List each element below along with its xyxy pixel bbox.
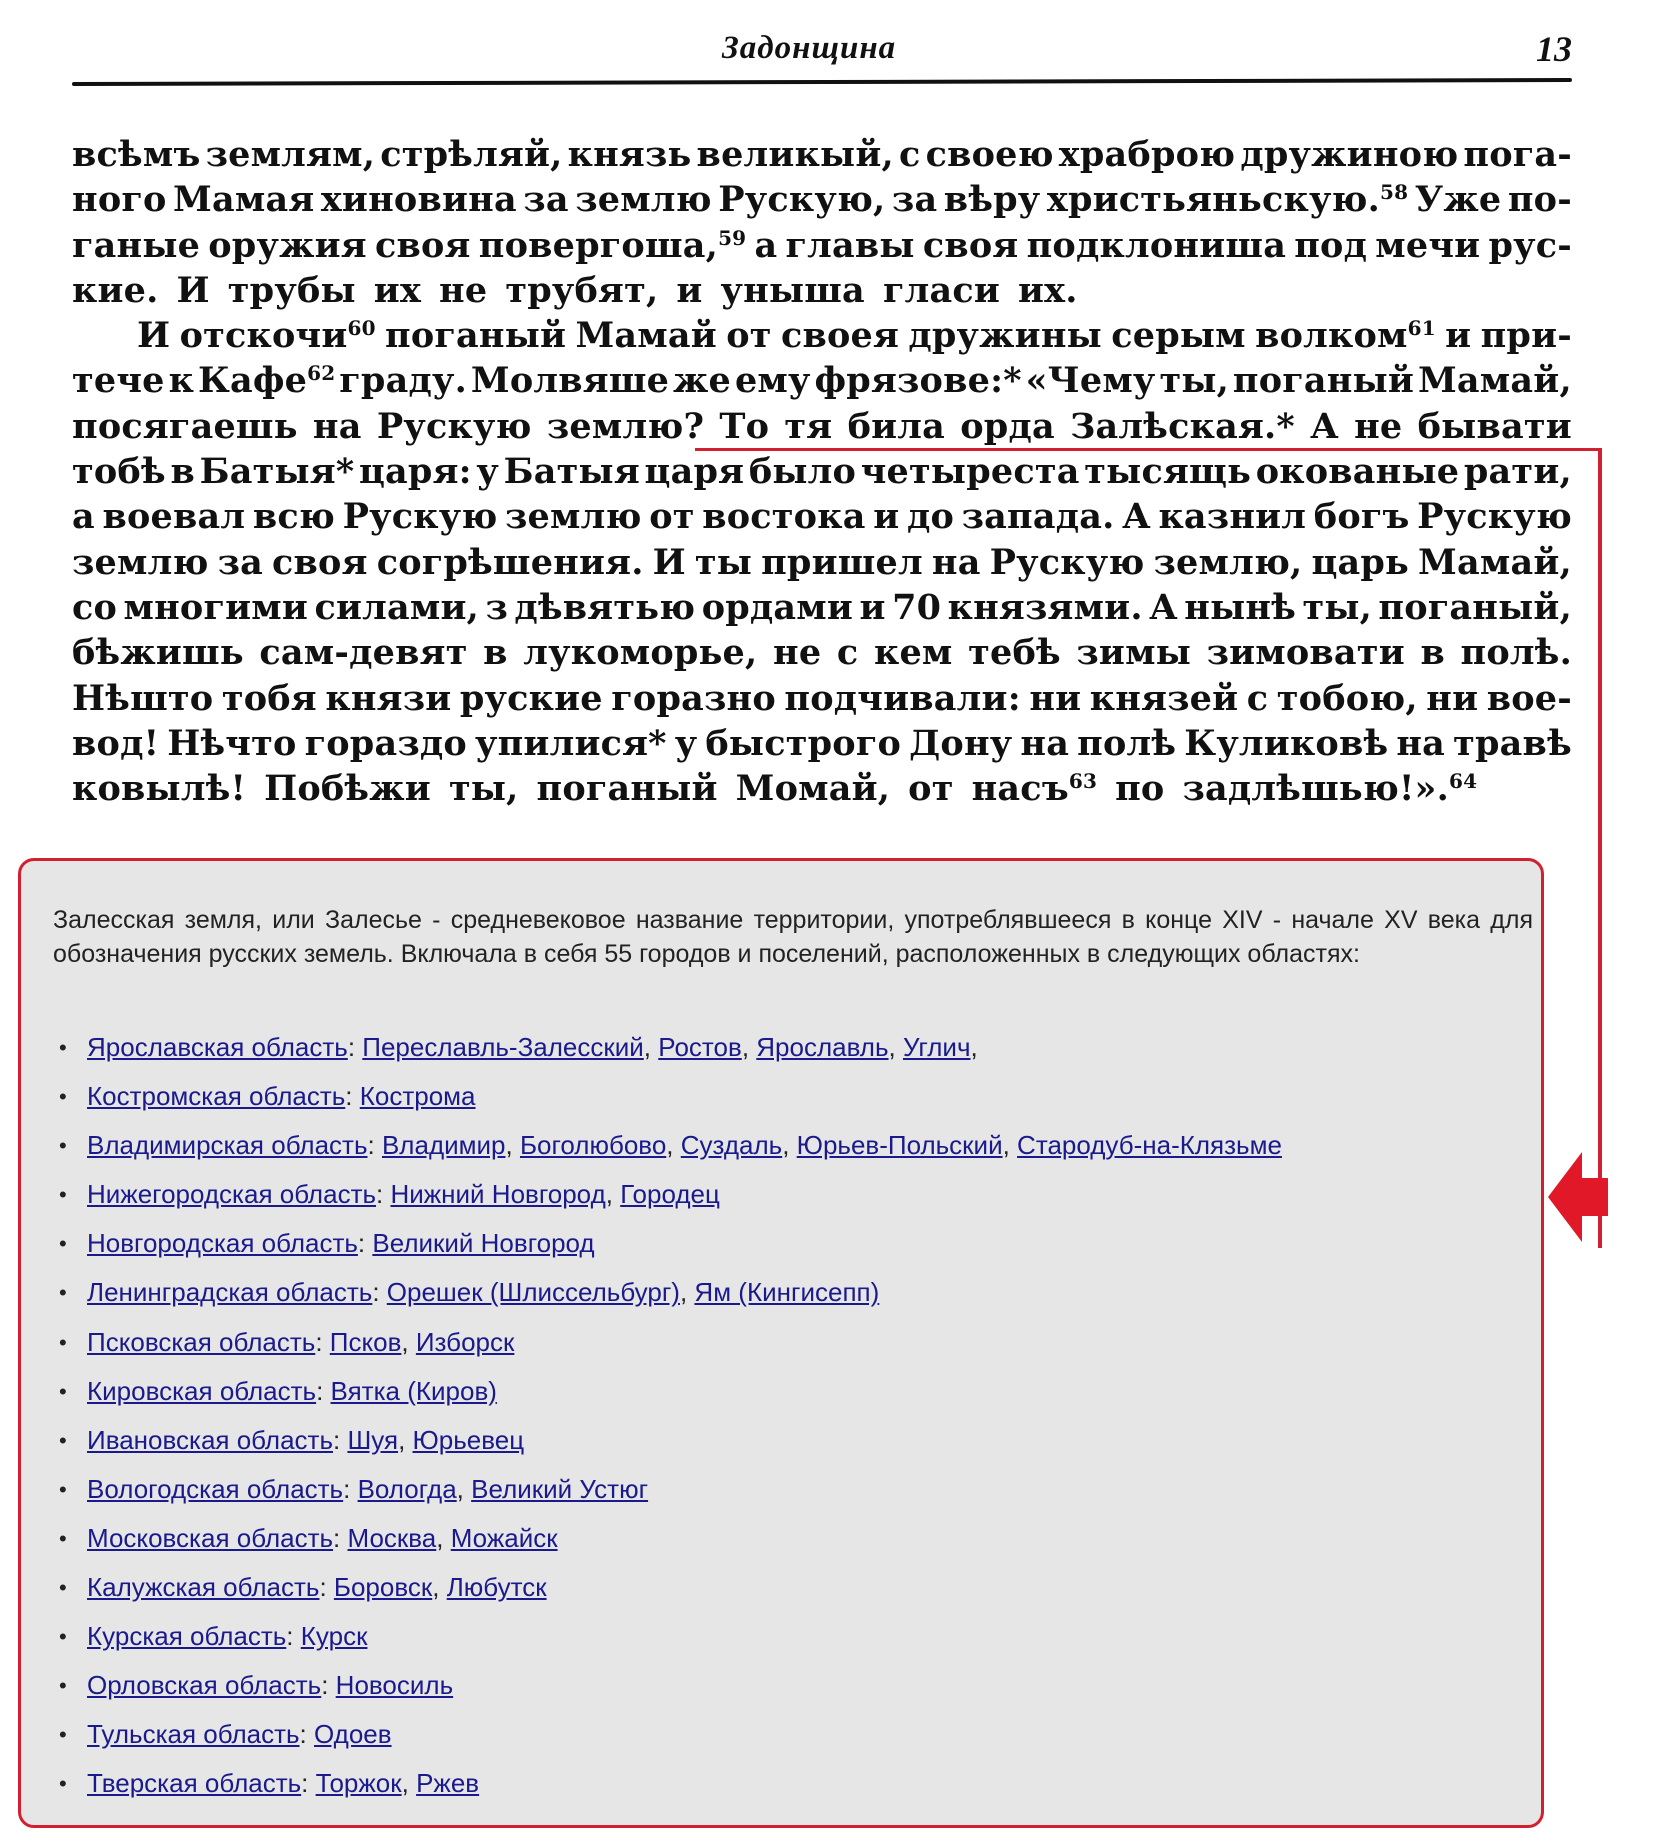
region-item: • Нижегородская область: Нижний Новгород, Городец bbox=[59, 1170, 1282, 1219]
word: казнил bbox=[1158, 496, 1307, 538]
word: воевал bbox=[102, 496, 246, 538]
word: тече bbox=[72, 360, 165, 402]
word: А bbox=[1310, 405, 1339, 447]
word: землям, bbox=[205, 134, 376, 175]
text-line bbox=[72, 540, 1572, 585]
word: И bbox=[137, 315, 171, 357]
word: своея bbox=[780, 315, 900, 357]
word: вое- bbox=[1486, 677, 1572, 719]
word: поганый bbox=[536, 768, 718, 810]
city-link[interactable]: Можайск bbox=[450, 1522, 558, 1553]
word: стрѣляй, bbox=[380, 134, 563, 175]
word: гораздо bbox=[304, 722, 467, 764]
region-item: • Ивановская область: Шуя, Юрьевец bbox=[59, 1416, 1282, 1465]
word: подклониша bbox=[1026, 224, 1287, 266]
city-link[interactable]: Ростов bbox=[658, 1032, 742, 1062]
note-intro: Залесская земля, или Залесье - средневековое название территории, употреблявшееся в конце XIV - начале XV века для обозначения русских земель. Включала в себя 55 городов и поселений, расположенных в следующих областях: bbox=[53, 906, 1533, 968]
word: А bbox=[1122, 496, 1151, 538]
word: Рускую bbox=[989, 541, 1145, 583]
word: за bbox=[217, 541, 264, 583]
text-line bbox=[72, 404, 1572, 449]
region-item: • Ярославская область: Переславль-Залесский, Ростов, Ярославль, Углич, bbox=[59, 1023, 1282, 1072]
word: бѣжишь bbox=[72, 632, 244, 674]
bullet-icon: • bbox=[59, 1084, 67, 1110]
word: ты, bbox=[448, 768, 519, 810]
word: дѣвятью bbox=[514, 586, 696, 628]
city-link[interactable]: Ярославль bbox=[756, 1032, 889, 1062]
word: Нѣчто bbox=[167, 722, 297, 764]
footnote-ref: 60 bbox=[347, 316, 376, 341]
region-link[interactable]: Владимирская область bbox=[87, 1130, 368, 1161]
bullet-icon: • bbox=[59, 1525, 67, 1551]
word: князь bbox=[567, 134, 692, 175]
word: дружиною bbox=[1240, 134, 1459, 175]
region-link[interactable]: Орловская область bbox=[87, 1670, 322, 1701]
word: Рускую bbox=[1417, 496, 1572, 538]
word: по- bbox=[1507, 179, 1572, 221]
word: у bbox=[476, 451, 500, 493]
word: тя bbox=[784, 405, 833, 447]
region-item: • Орловская область: Новосиль bbox=[59, 1661, 1282, 1710]
word: тобою, bbox=[1276, 677, 1418, 719]
word: за bbox=[891, 179, 938, 221]
word: поганый bbox=[385, 315, 567, 357]
word: а bbox=[72, 496, 95, 538]
city-link[interactable]: Курск bbox=[300, 1621, 368, 1652]
footnote-ref: 61 bbox=[1407, 316, 1436, 341]
word: зимовати bbox=[1206, 632, 1405, 674]
word: их. bbox=[1018, 269, 1078, 311]
word: князями. bbox=[947, 586, 1143, 628]
region-item: • Ленинградская область: Орешек (Шлиссельбург), Ям (Кингисепп) bbox=[59, 1268, 1282, 1317]
word: землю? bbox=[546, 405, 705, 447]
word: Мамай, bbox=[1417, 360, 1572, 402]
city-link[interactable]: Любутск bbox=[446, 1572, 547, 1603]
word: а bbox=[754, 224, 778, 266]
word: Момай, bbox=[735, 768, 891, 810]
region-list bbox=[59, 1023, 1282, 1809]
word: волком bbox=[1255, 315, 1408, 357]
bullet-icon: • bbox=[59, 1624, 67, 1650]
bullet-icon: • bbox=[59, 1280, 67, 1306]
word: Рускую bbox=[342, 496, 498, 538]
bullet-icon: • bbox=[59, 1673, 67, 1699]
word: силами, bbox=[314, 586, 480, 628]
region-link[interactable]: Тульская область bbox=[87, 1719, 300, 1750]
word: многими bbox=[123, 586, 309, 628]
word: пога- bbox=[1463, 134, 1572, 175]
word: за bbox=[523, 179, 569, 221]
region-link[interactable]: Ленинградская область bbox=[87, 1277, 373, 1308]
footnote-ref: 58 bbox=[1380, 180, 1409, 205]
word: полѣ. bbox=[1460, 632, 1572, 674]
region-link[interactable]: Тверская область bbox=[87, 1768, 302, 1799]
word: своя bbox=[374, 224, 471, 266]
word: ему bbox=[734, 360, 811, 402]
region-item: • Костромская область: Кострома bbox=[59, 1072, 1282, 1121]
word: востока bbox=[702, 496, 866, 538]
word: окованые bbox=[1255, 451, 1460, 493]
city-link[interactable]: Псков bbox=[329, 1326, 402, 1357]
word: в bbox=[170, 451, 195, 493]
region-link[interactable]: Ивановская область bbox=[87, 1424, 333, 1455]
bullet-icon: • bbox=[59, 1378, 67, 1404]
word: князей bbox=[1089, 677, 1239, 719]
word: Рускую bbox=[376, 405, 532, 447]
text-line bbox=[72, 766, 1572, 811]
word: нынѣ bbox=[1184, 586, 1297, 628]
text-line bbox=[72, 223, 1572, 268]
region-item: • Курская область: Курск bbox=[59, 1612, 1282, 1661]
word: Батыя bbox=[503, 451, 640, 493]
word: землю bbox=[505, 496, 642, 538]
word: и bbox=[859, 586, 886, 628]
word: трубы bbox=[227, 269, 356, 311]
word: храброю bbox=[1058, 134, 1236, 175]
word: их bbox=[373, 269, 422, 311]
city-link[interactable]: Вологда bbox=[357, 1473, 457, 1504]
city-link[interactable]: Суздаль bbox=[680, 1130, 783, 1161]
city-link[interactable]: Стародуб-на-Клязьме bbox=[1017, 1130, 1282, 1161]
word: И bbox=[176, 269, 210, 311]
city-link[interactable]: Владимир bbox=[381, 1130, 506, 1161]
pointer-arrow-icon bbox=[1548, 1152, 1608, 1242]
city-link[interactable]: Торжок bbox=[315, 1768, 402, 1799]
word: не bbox=[1354, 405, 1403, 447]
word: Мамай bbox=[575, 315, 717, 357]
word: ордами bbox=[701, 586, 854, 628]
word: своя bbox=[272, 541, 368, 583]
word: запада. bbox=[961, 496, 1115, 538]
word: было bbox=[748, 451, 857, 493]
region-link[interactable]: Костромская область bbox=[87, 1081, 346, 1112]
word: уныша bbox=[720, 269, 865, 311]
word: задлѣшью!». bbox=[1182, 768, 1449, 810]
word: на bbox=[931, 541, 981, 583]
region-link[interactable]: Нижегородская область bbox=[87, 1179, 377, 1210]
word: Кафе bbox=[197, 360, 308, 402]
word: от bbox=[908, 768, 954, 810]
word: не bbox=[773, 632, 822, 674]
word: ты bbox=[694, 541, 753, 583]
city-link[interactable]: Изборск bbox=[415, 1326, 515, 1357]
text-line bbox=[72, 630, 1572, 675]
text-line bbox=[72, 313, 1572, 358]
word: Дону bbox=[909, 722, 1013, 764]
bullet-icon: • bbox=[59, 1722, 67, 1748]
word: со bbox=[72, 586, 118, 628]
region-item: • Кировская область: Вятка (Киров) bbox=[59, 1367, 1282, 1416]
word: тобѣ bbox=[72, 451, 166, 493]
word: с bbox=[1246, 677, 1269, 719]
word: вѣру bbox=[943, 179, 1041, 221]
word: рус- bbox=[1488, 224, 1572, 266]
bullet-icon: • bbox=[59, 1427, 67, 1453]
word: з bbox=[485, 586, 508, 628]
city-link[interactable]: Ям (Кингисепп) bbox=[694, 1277, 880, 1308]
connector-line bbox=[1598, 448, 1602, 1248]
region-link[interactable]: Вологодская область bbox=[87, 1473, 344, 1504]
word: И bbox=[652, 541, 686, 583]
region-item: • Тверская область: Торжок, Ржев bbox=[59, 1759, 1282, 1808]
word: согрѣшения. bbox=[376, 541, 644, 583]
text-line bbox=[72, 676, 1572, 721]
footnote-ref: 63 bbox=[1068, 769, 1098, 794]
word: при- bbox=[1480, 315, 1572, 357]
word: То bbox=[719, 405, 770, 447]
word: в bbox=[483, 632, 508, 674]
word: великый, bbox=[696, 134, 894, 175]
main-text bbox=[72, 132, 1572, 811]
word: лукоморье, bbox=[523, 632, 758, 674]
word: от bbox=[726, 315, 772, 357]
word: оружия bbox=[208, 224, 367, 266]
footnote-ref: 59 bbox=[718, 225, 747, 250]
region-item: • Калужская область: Боровск, Любутск bbox=[59, 1563, 1282, 1612]
region-link[interactable]: Псковская область bbox=[87, 1326, 316, 1357]
word: 70 bbox=[892, 586, 942, 628]
region-item: • Псковская область: Псков, Изборск bbox=[59, 1318, 1282, 1367]
word: с bbox=[836, 632, 859, 674]
highlight-underline bbox=[695, 448, 1601, 451]
word: вод! bbox=[72, 722, 160, 764]
word: кем bbox=[873, 632, 953, 674]
word: Уже bbox=[1414, 179, 1502, 221]
word: сам-девят bbox=[259, 632, 468, 674]
word: от bbox=[649, 496, 695, 538]
region-link[interactable]: Курская область bbox=[87, 1621, 287, 1652]
word: ного bbox=[72, 179, 167, 221]
word: под bbox=[1294, 224, 1368, 266]
word: до bbox=[906, 496, 955, 538]
bullet-icon: • bbox=[59, 1329, 67, 1355]
word: ковылѣ! bbox=[72, 768, 247, 810]
word: поганый bbox=[1232, 360, 1415, 402]
bullet-icon: • bbox=[59, 1771, 67, 1797]
word: ни bbox=[1426, 677, 1479, 719]
word: на bbox=[1396, 722, 1446, 764]
note-box bbox=[18, 858, 1544, 1828]
word: посягаешь bbox=[72, 405, 298, 447]
bullet-icon: • bbox=[59, 1182, 67, 1208]
text-line bbox=[72, 585, 1572, 630]
word: полѣ bbox=[1077, 722, 1177, 764]
word: Мамая bbox=[173, 179, 315, 221]
region-item: • Владимирская область: Владимир, Боголюбово, Суздаль, Юрьев-Польский, Стародуб-на-Клязьме bbox=[59, 1121, 1282, 1170]
word: гласи bbox=[882, 269, 1001, 311]
word: Молвяше bbox=[470, 360, 670, 402]
text-line bbox=[72, 494, 1572, 539]
trailing-punct: , bbox=[970, 1032, 978, 1062]
word: Батыя* bbox=[199, 451, 355, 493]
page-header bbox=[72, 22, 1572, 70]
word: отскочи bbox=[179, 315, 348, 357]
region-link[interactable]: Московская область bbox=[87, 1522, 334, 1553]
word: трубят, bbox=[505, 269, 659, 311]
region-link[interactable]: Новгородская область bbox=[87, 1228, 358, 1259]
word: всѣмъ bbox=[72, 134, 201, 175]
city-link[interactable]: Великий Устюг bbox=[471, 1473, 649, 1504]
region-link[interactable]: Калужская область bbox=[87, 1572, 320, 1603]
city-link[interactable]: Переславль-Залесский bbox=[362, 1032, 644, 1062]
word: богъ bbox=[1313, 496, 1410, 538]
word: на bbox=[312, 405, 362, 447]
region-link[interactable]: Кировская область bbox=[87, 1375, 317, 1406]
text-line bbox=[72, 177, 1572, 222]
word: христьяньскую. bbox=[1046, 179, 1381, 221]
city-link[interactable]: Боровск bbox=[333, 1572, 433, 1603]
city-link[interactable]: Одоев bbox=[314, 1719, 392, 1750]
word: у bbox=[674, 722, 698, 764]
word: пришел bbox=[761, 541, 923, 583]
word: и bbox=[676, 269, 703, 311]
word: Мамай, bbox=[1418, 541, 1572, 583]
text-line bbox=[72, 132, 1572, 177]
word: ты, bbox=[1159, 360, 1230, 402]
word: А bbox=[1149, 586, 1178, 628]
text-line bbox=[72, 358, 1572, 403]
word: и bbox=[1445, 315, 1472, 357]
word: в bbox=[1420, 632, 1445, 674]
word: землю bbox=[575, 179, 712, 221]
word: била bbox=[847, 405, 946, 447]
city-link[interactable]: Кострома bbox=[359, 1081, 476, 1112]
region-link[interactable]: Ярославская область bbox=[87, 1032, 348, 1062]
word: ганые bbox=[72, 224, 201, 266]
text-line bbox=[72, 449, 1572, 494]
word: с bbox=[898, 134, 921, 175]
bullet-icon: • bbox=[59, 1575, 67, 1601]
word: дружины bbox=[908, 315, 1102, 357]
word: царя: bbox=[358, 451, 472, 493]
bullet-icon: • bbox=[59, 1133, 67, 1159]
word: Побѣжи bbox=[264, 768, 431, 810]
city-link[interactable]: Углич bbox=[902, 1032, 971, 1062]
word: тобя bbox=[221, 677, 317, 719]
word: поганый, bbox=[1378, 586, 1572, 628]
city-link[interactable]: Юрьевец bbox=[412, 1424, 525, 1455]
text-line bbox=[72, 268, 1572, 313]
word: царя bbox=[644, 451, 745, 493]
word: к bbox=[168, 360, 195, 402]
city-link[interactable]: Боголюбово bbox=[519, 1130, 667, 1161]
word: подчивали: bbox=[784, 677, 1021, 719]
word: быстрого bbox=[705, 722, 902, 764]
word: главы bbox=[785, 224, 915, 266]
word: землю, bbox=[1153, 541, 1303, 583]
word: четыреста bbox=[860, 451, 1080, 493]
word: тысящь bbox=[1084, 451, 1252, 493]
city-link[interactable]: Нижний Новгород bbox=[390, 1179, 606, 1210]
footnote-ref: 64 bbox=[1449, 769, 1478, 794]
word: Куликовѣ bbox=[1184, 722, 1389, 764]
city-link[interactable]: Вятка (Киров) bbox=[330, 1375, 497, 1406]
city-link[interactable]: Орешек (Шлиссельбург) bbox=[386, 1277, 680, 1308]
word: кие. bbox=[72, 269, 159, 311]
word: упилися* bbox=[474, 722, 667, 764]
word: «Чему bbox=[1025, 360, 1156, 402]
word: своею bbox=[925, 134, 1054, 175]
city-link[interactable]: Шуя bbox=[347, 1424, 399, 1455]
word: землю bbox=[72, 541, 209, 583]
word: зимы bbox=[1076, 632, 1191, 674]
bullet-icon: • bbox=[59, 1476, 67, 1502]
word: травѣ bbox=[1453, 722, 1572, 764]
word: Залѣская.* bbox=[1070, 405, 1295, 447]
region-item: • Тульская область: Одоев bbox=[59, 1710, 1282, 1759]
city-link[interactable]: Москва bbox=[347, 1522, 437, 1553]
page-number: 13 bbox=[1536, 29, 1572, 69]
word: граду. bbox=[339, 360, 467, 402]
city-link[interactable]: Новосиль bbox=[335, 1670, 454, 1701]
word: серым bbox=[1111, 315, 1246, 357]
word: Рускую, bbox=[718, 179, 886, 221]
region-item: • Московская область: Москва, Можайск bbox=[59, 1514, 1282, 1563]
word: горазно bbox=[611, 677, 776, 719]
word: орда bbox=[960, 405, 1055, 447]
word: и bbox=[873, 496, 900, 538]
city-link[interactable]: Юрьев-Польский bbox=[796, 1130, 1003, 1161]
word: по bbox=[1115, 768, 1165, 810]
word: же bbox=[673, 360, 732, 402]
word: князи bbox=[325, 677, 452, 719]
city-link[interactable]: Ржев bbox=[416, 1768, 480, 1799]
word: всю bbox=[252, 496, 336, 538]
word: своя bbox=[922, 224, 1019, 266]
word: тебѣ bbox=[968, 632, 1061, 674]
bullet-icon: • bbox=[59, 1035, 67, 1060]
region-item: • Новгородская область: Великий Новгород bbox=[59, 1219, 1282, 1268]
header-rule bbox=[72, 78, 1572, 86]
word: бывати bbox=[1417, 405, 1572, 447]
word: мечи bbox=[1375, 224, 1481, 266]
word: не bbox=[439, 269, 488, 311]
word: ни bbox=[1029, 677, 1082, 719]
footnote-ref: 62 bbox=[307, 361, 336, 386]
city-link[interactable]: Городец bbox=[620, 1179, 720, 1210]
word: царь bbox=[1311, 541, 1410, 583]
region-item: • Вологодская область: Вологда, Великий Устюг bbox=[59, 1465, 1282, 1514]
text-line bbox=[72, 721, 1572, 766]
word: рати, bbox=[1463, 451, 1572, 493]
word: хиновина bbox=[320, 179, 517, 221]
bullet-icon: • bbox=[59, 1231, 67, 1257]
word: насъ bbox=[971, 768, 1069, 810]
word: фрязове:* bbox=[814, 360, 1022, 402]
running-title: Задонщина bbox=[722, 30, 897, 66]
city-link[interactable]: Великий Новгород bbox=[372, 1228, 595, 1259]
word: на bbox=[1020, 722, 1070, 764]
word: руские bbox=[459, 677, 603, 719]
word: Нѣшто bbox=[72, 677, 214, 719]
word: ты, bbox=[1302, 586, 1372, 628]
word: повергоша, bbox=[478, 224, 719, 266]
